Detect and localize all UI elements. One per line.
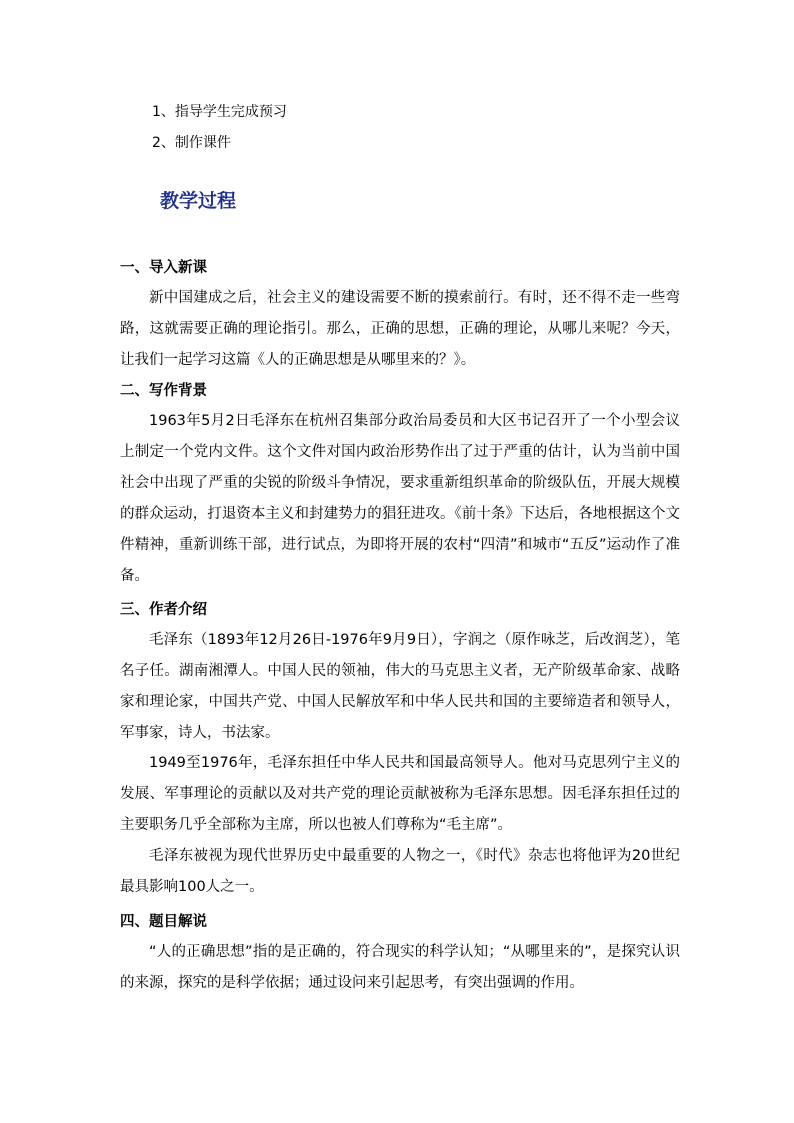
prep-item-2: 2、制作课件	[152, 135, 231, 151]
paragraph-title-explanation: “人的正确思想”指的是正确的，符合现实的科学认知；“从哪里来的”，是探究认识的来源，探究的是科学依据；通过设问来引起思考，有突出强调的作用。	[120, 944, 680, 991]
paragraph-intro: 新中国建成之后，社会主义的建设需要不断的摸索前行。有时，还不得不走一些弯路，这就需要正确的理论指引。那么，正确的思想，正确的理论，从哪儿来呢？今天，让我们一起学习这篇《人的正确思想是从哪里来的？》。	[120, 290, 680, 368]
section-heading-intro: 一、导入新课	[120, 260, 207, 276]
paragraph-background: 1963年5月2日毛泽东在杭州召集部分政治局委员和大区书记召开了一个小型会议上制定一个党内文件。这个文件对国内政治形势作出了过于严重的估计，认为当前中国社会中出现了严重的尖锐的阶级斗争情况，要求重新组织革命的阶级队伍，开展大规模的群众运动，打退资本主义和封建势力的猖狂进攻。《前十条》下达后，各地根据这个文件精神，重新训练干部，进行试点，为即将开展的农村“四清”和城市“五反”运动作了准备。	[120, 413, 680, 584]
paragraph-author-bio: 毛泽东（1893年12月26日-1976年9月9日），字润之（原作咏芝，后改润芝），笔名子任。湖南湘潭人。中国人民的领袖，伟大的马克思主义者，无产阶级革命家、战略家和理论家，中国共产党、中国人民解放军和中华人民共和国的主要缔造者和领导人，军事家，诗人，书法家。	[120, 632, 680, 741]
paragraph-author-influence: 毛泽东被视为现代世界历史中最重要的人物之一，《时代》杂志也将他评为20世纪最具影响100人之一。	[120, 848, 680, 895]
section-heading-author: 三、作者介绍	[120, 602, 207, 618]
paragraph-author-leadership: 1949至1976年，毛泽东担任中华人民共和国最高领导人。他对马克思列宁主义的发展、军事理论的贡献以及对共产党的理论贡献被称为毛泽东思想。因毛泽东担任过的主要职务几乎全部称为主席，所以也被人们尊称为“毛主席”。	[120, 755, 680, 833]
section-heading-title-explanation: 四、题目解说	[120, 914, 207, 930]
section-heading-background: 二、写作背景	[120, 383, 207, 399]
prep-item-1: 1、指导学生完成预习	[152, 104, 287, 120]
page-title: 教学过程	[160, 190, 237, 212]
